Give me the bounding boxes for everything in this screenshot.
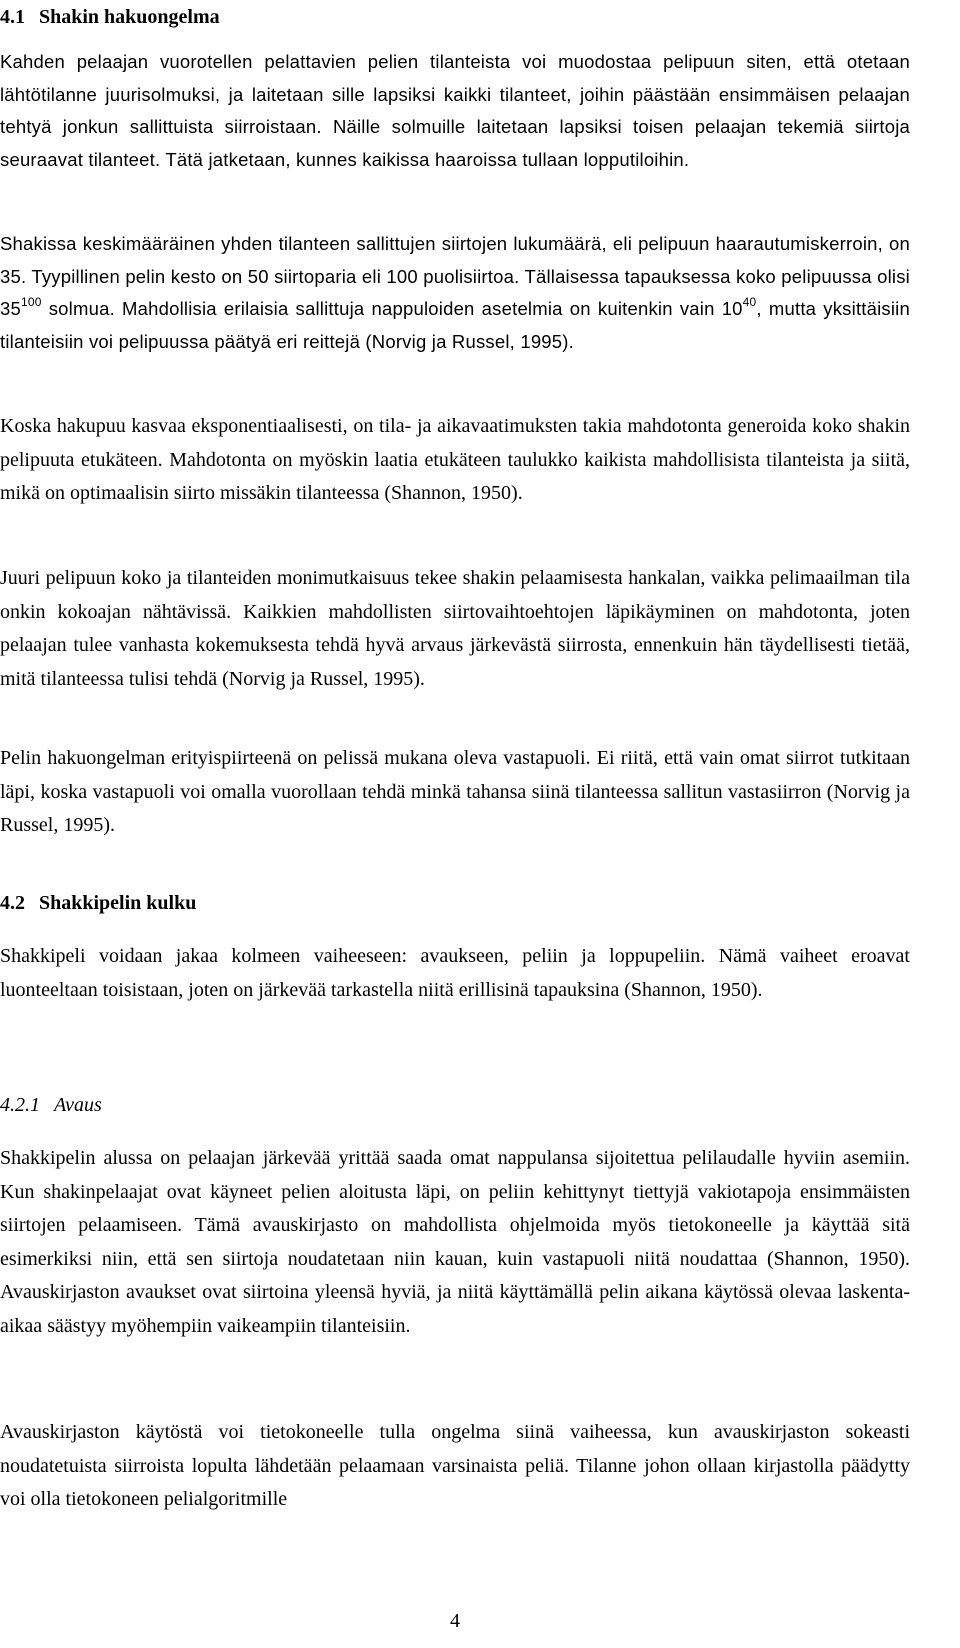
- paragraph-game-phases: Shakkipeli voidaan jakaa kolmeen vaiheeseen: avaukseen, peliin ja loppupeliin. Nämä vaiheet eroavat luonteeltaan toisistaan, joten on järkevää tarkastella niitä erillisinä tapauksina (Shannon, 1950).: [0, 945, 910, 1001]
- paragraph-branching-factor: [0, 228, 910, 359]
- section-title: Avaus: [54, 1094, 102, 1116]
- paragraph-opening-problem: Avauskirjaston käytöstä voi tietokoneelle tulla ongelma siinä vaiheessa, kun avauskirjaston sokeasti noudatetuista siirroista lopulta lähdetään pelaamaan varsinaista peliä. Tilanne johon ollaan kirjastolla päädytty voi olla tietokoneen pelialgoritmille: [0, 1421, 910, 1510]
- paragraph-opening-book: Shakkipelin alussa on pelaajan järkevää yrittää saada omat nappulansa sijoitettua pelilaudalle hyviin asemiin. Kun shakinpelaajat ovat käyneet pelien aloitusta läpi, on peliin kehittynyt tiettyjä vakiotapoja ensimmäisten siirtojen pelaamiseen. Tämä avauskirjasto on mahdollista ohjelmoida myös tietokoneelle ja käyttää sitä esimerkiksi niin, että sen siirtoja noudatetaan niin kauan, kuin vastapuoli niitä noudattaa (Shannon, 1950). Avauskirjaston avaukset ovat siirtoina yleensä hyviä, ja niitä käyttämällä pelin aikana käytössä olevaa laskenta-aikaa säästyy myöhempiin vaikeampiin tilanteisiin.: [0, 1147, 910, 1337]
- section-number: 4.2.1: [0, 1094, 40, 1116]
- text-run: , mutta yksittäisiin tilanteisiin voi pelipuussa päätyä eri reittejä (Norvig ja Russel, 1995).: [0, 298, 910, 353]
- section-heading-4-1: [0, 4, 220, 30]
- section-title: Shakkipelin kulku: [39, 892, 197, 914]
- section-heading-4-2: [0, 890, 196, 916]
- exponent: 100: [20, 295, 42, 310]
- text-run: Shakissa keskimääräinen yhden tilanteen sallittujen siirtojen lukumäärä, eli pelipuun haarautumiskerroin, on 35. Tyypillinen pelin kesto on 50 siirtoparia eli 100 puolisiirtoa. Tällaisessa tapauksessa koko pelipuussa olisi 35: [0, 233, 910, 320]
- text-run: solmua. Mahdollisia erilaisia sallittuja nappuloiden asetelmia on kuitenkin vain 10: [41, 298, 743, 320]
- paragraph-game-tree: Kahden pelaajan vuorotellen pelattavien pelien tilanteista voi muodostaa pelipuun siten, että otetaan lähtötilanne juurisolmuksi, ja laitetaan sille lapsiksi kaikki tilanteet, joihin päästään ensimmäisen pelaajan tehtyä jonkun sallittuista siirroistaan. Näille solmuille laitetaan lapsiksi toisen pelaajan tekemiä siirtoja seuraavat tilanteet. Tätä jatketaan, kunnes kaikissa haaroissa tullaan lopputiloihin.: [0, 51, 910, 171]
- paragraph-opponent: Pelin hakuongelman erityispiirteenä on pelissä mukana oleva vastapuoli. Ei riitä, että vain omat siirrot tutkitaan läpi, koska vastapuoli voi omalla vuorollaan tehdä minkä tahansa siinä tilanteessa sallitun vastasiirron (Norvig ja Russel, 1995).: [0, 747, 910, 836]
- section-number: 4.2: [0, 892, 25, 914]
- section-heading-4-2-1: [0, 1092, 102, 1118]
- page-number: 4: [450, 1610, 460, 1632]
- paragraph-complexity: Juuri pelipuun koko ja tilanteiden monimutkaisuus tekee shakin pelaamisesta hankalan, vaikka pelimaailman tila onkin kokoajan nähtävissä. Kaikkien mahdollisten siirtovaihtoehtojen läpikäyminen on mahdotonta, joten pelaajan tulee vanhasta kokemuksesta tehdä hyvä arvaus järkevästä siirrosta, ennenkuin hän täydellisesti tietää, mitä tilanteessa tulisi tehdä (Norvig ja Russel, 1995).: [0, 567, 910, 690]
- section-title: Shakin hakuongelma: [39, 6, 220, 28]
- section-number: 4.1: [0, 6, 25, 28]
- exponent: 40: [742, 295, 757, 310]
- paragraph-exponential-growth: Koska hakupuu kasvaa eksponentiaalisesti, on tila- ja aikavaatimuksten takia mahdotonta generoida koko shakin pelipuuta etukäteen. Mahdotonta on myöskin laatia etukäteen taulukko kaikista mahdollisista tilanteista ja siitä, mikä on optimaalisin siirto missäkin tilanteessa (Shannon, 1950).: [0, 415, 910, 504]
